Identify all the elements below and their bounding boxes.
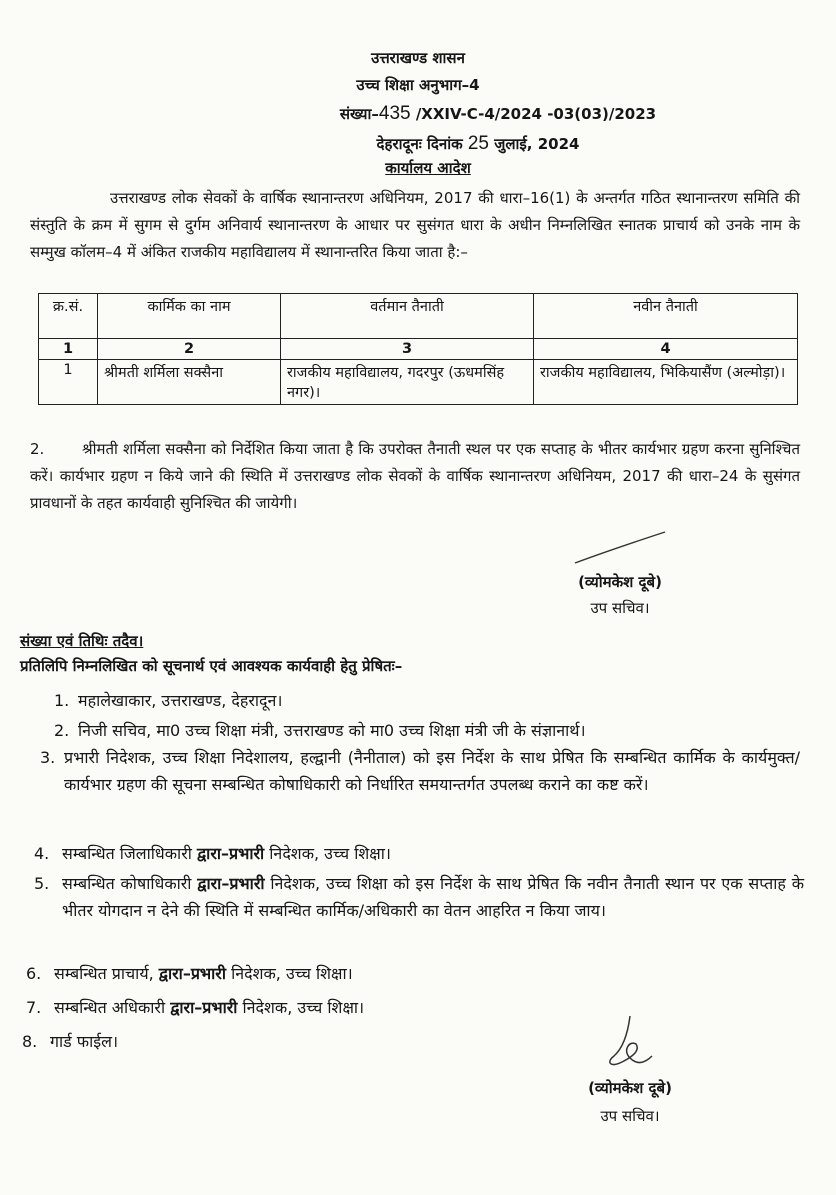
signature-stroke-2 bbox=[600, 1012, 660, 1072]
col-number: 4 bbox=[534, 339, 798, 360]
copy-intro: प्रतिलिपि निम्नलिखित को सूचनार्थ एवं आवश्यक कार्यवाही हेतु प्रेषितः– bbox=[20, 657, 403, 675]
row-new-posting: राजकीय महाविद्यालय, भिकियासैंण (अल्मोड़ा)। bbox=[534, 360, 798, 405]
table-column-number-row bbox=[39, 339, 798, 360]
header-current-posting: वर्तमान तैनाती bbox=[281, 294, 534, 339]
signature-block-2 bbox=[550, 1078, 710, 1126]
order-date: देहरादूनः दिनांक 25 जुलाई, 2024 bbox=[376, 133, 580, 154]
row-serial: 1 bbox=[39, 360, 98, 405]
table-header-row bbox=[39, 294, 798, 339]
paragraph-2-number: 2. bbox=[30, 440, 45, 458]
office-order-page: उत्तराखण्ड शासन उच्च शिक्षा अनुभाग–4 संख्या–435 /XXIV-C-4/2024 -03(03)/2023 देहरादूनः दिनांक 25 जुलाई, 2024 कार्यालय आदेश उत्तराखण्ड लोक सेवकों के वार्षिक स्थानान्तरण अधिनियम, 2017 की धारा–16(1) के अन्तर्गत गठित स्थानान्तरण समिति की संस्तुति के क्रम में सुगम से दुर्गम अनिवार्य स्थानान्तरण के आधार पर सुसंगत धारा के अधीन निम्नलिखित स्नातक प्राचार्य को उनके नाम के सम्मुख कॉलम–4 में अंकित राजकीय महाविद्यालय में स्थानान्तरित किया जाता है:– क्र.सं. कार्मिक का नाम वर्तमान तैनाती नवीन तैनाती 1 2 3 4 1 श्रीमती शर्मिला सक्सैना राजकीय महाविद्यालय, गदरपुर (ऊधमसिंह नगर)। राजकीय महाविद्यालय, भिकियासैंण (अल्मोड़ा)। 2. श्रीमती शर्मिला सक्सैना को निर्देशित किया जाता है कि उपरोक्त तैनाती स्थल पर एक सप्ताह के भीतर कार्यभार ग्रहण करना सुनिश्चित करें। कार्यभार ग्रहण न किये जाने की स्थिति में उत्तराखण्ड लोक सेवकों के वार्षिक स्थानान्तरण अधिनियम, 2017 की धारा–24 के सुसंगत प्रावधानों के तहत कार्यवाही सुनिश्चित की जायेगी। (व्योमकेश दूबे) उप सचिव। संख्या एवं तिथिः तदैव। प्रतिलिपि निम्नलिखित को सूचनार्थ एवं आवश्यक कार्यवाही हेतु प्रेषितः– 1. महालेखाकार, उत्तराखण्ड, देहरादून। 2. निजी सचिव, मा0 उच्च शिक्षा मंत्री, उत्तराखण्ड को मा0 उच्च शिक्षा मंत्री जी के संज्ञानार्थ। 3. प्रभारी निदेशक, उच्च शिक्षा निदेशालय, हल्द्वानी (नैनीताल) को इस निर्देश के साथ प्रेषित कि सम्बन्धित कार्मिक के कार्यमुक्त/कार्यभार ग्रहण की सूचना सम्बन्धित कोषाधिकारी को निर्धारित समयान्तर्गत उपलब्ध कराने का कष्ट करें। 4. सम्बन्धित जिलाधिकारी द्वारा–प्रभारी निदेशक, उच्च शिक्षा। 5. सम्बन्धित कोषाधिकारी द्वारा–प्रभारी निदेशक, उच्च शिक्षा को इस निर्देश के साथ प्रेषित कि नवीन तैनाती स्थान पर एक सप्ताह के भीतर योगदान न देने की स्थिति में सम्बन्धित कार्मिक/अधिकारी का वेतन आहरित न किया जाय। 6. सम्बन्धित प्राचार्य, द्वारा–प्रभारी निदेशक, उच्च शिक्षा। 7. सम्बन्धित अधिकारी द्वारा–प्रभारी निदेशक, उच्च शिक्षा। 8. गार्ड फाईल। (व्योमकेश दूबे) उप सचिव। bbox=[0, 0, 836, 1195]
govt-header: उत्तराखण्ड शासन bbox=[371, 49, 465, 67]
header-new-posting: नवीन तैनाती bbox=[534, 294, 798, 339]
handwritten-number: 435 bbox=[378, 103, 411, 124]
signatory-name: (व्योमकेश दूबे) bbox=[588, 1079, 672, 1097]
header-serial: क्र.सं. bbox=[39, 294, 98, 339]
signatory-designation: उप सचिव। bbox=[600, 1107, 660, 1125]
col-number: 3 bbox=[281, 339, 534, 360]
signatory-name: (व्योमकेश दूबे) bbox=[578, 573, 662, 591]
col-number: 2 bbox=[98, 339, 281, 360]
order-title: कार्यालय आदेश bbox=[385, 159, 471, 177]
transfer-table bbox=[38, 293, 798, 405]
col-number: 1 bbox=[39, 339, 98, 360]
table-row bbox=[39, 360, 798, 405]
row-name: श्रीमती शर्मिला सक्सैना bbox=[98, 360, 281, 405]
copy-reference: संख्या एवं तिथिः तदैव। bbox=[20, 632, 144, 650]
signatory-designation: उप सचिव। bbox=[590, 599, 650, 617]
signature-block-1 bbox=[540, 572, 700, 618]
row-current-posting: राजकीय महाविद्यालय, गदरपुर (ऊधमसिंह नगर)। bbox=[281, 360, 534, 405]
signature-stroke-1 bbox=[570, 528, 670, 568]
section-header: उच्च शिक्षा अनुभाग–4 bbox=[356, 76, 480, 94]
paragraph-2-text: श्रीमती शर्मिला सक्सैना को निर्देशित किया जाता है कि उपरोक्त तैनाती स्थल पर एक सप्ताह के भीतर कार्यभार ग्रहण करना सुनिश्चित करें। कार्यभार ग्रहण न किये जाने की स्थिति में उत्तराखण्ड लोक सेवकों के वार्षिक स्थानान्तरण अधिनियम, 2017 की धारा–24 के सुसंगत प्रावधानों के तहत कार्यवाही सुनिश्चित की जायेगी। bbox=[30, 440, 800, 512]
handwritten-date: 25 bbox=[467, 133, 489, 154]
paragraph-2 bbox=[30, 436, 800, 517]
header-name: कार्मिक का नाम bbox=[98, 294, 281, 339]
intro-paragraph: उत्तराखण्ड लोक सेवकों के वार्षिक स्थानान्तरण अधिनियम, 2017 की धारा–16(1) के अन्तर्गत गठित स्थानान्तरण समिति की संस्तुति के क्रम में सुगम से दुर्गम अनिवार्य स्थानान्तरण के आधार पर सुसंगत धारा के अधीन निम्नलिखित स्नातक प्राचार्य को उनके नाम के सम्मुख कॉलम–4 में अंकित राजकीय महाविद्यालय में स्थानान्तरित किया जाता है:– bbox=[30, 189, 800, 261]
order-number: संख्या–435 /XXIV-C-4/2024 -03(03)/2023 bbox=[339, 103, 657, 124]
